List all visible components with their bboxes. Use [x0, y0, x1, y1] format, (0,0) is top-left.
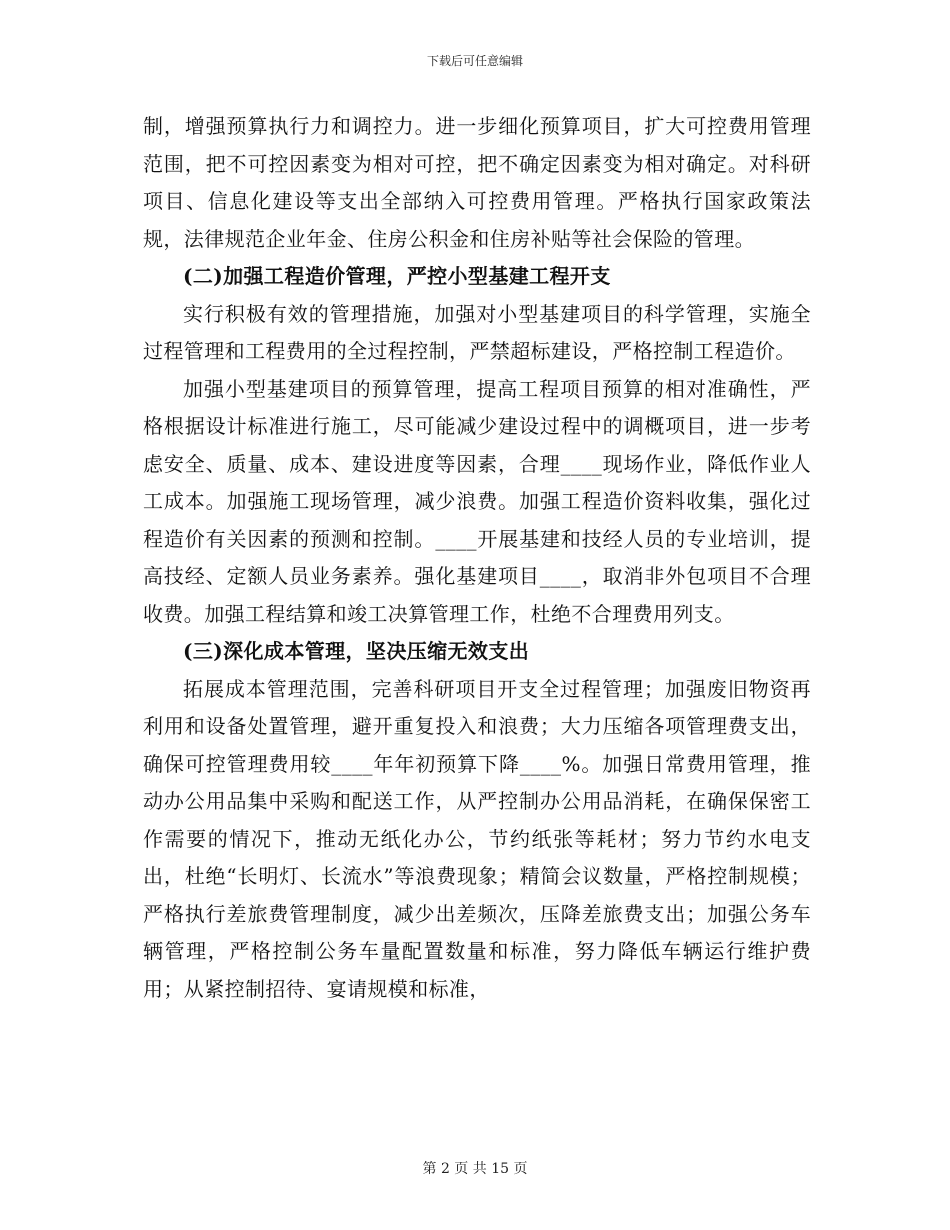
- paragraph-budget-management: 加强小型基建项目的预算管理，提高工程项目预算的相对准确性，严格根据设计标准进行施工，尽可能减少建设过程中的调概项目，进一步考虑安全、质量、成本、建设进度等因素，合理____现场作业，降低作业人工成本。加强施工现场管理，减少浪费。加强工程造价资料收集，强化过程造价有关因素的预测和控制。____开展基建和技经人员的专业培训，提高技经、定额人员业务素养。强化基建项目____，取消非外包项目不合理收费。加强工程结算和竣工决算管理工作，杜绝不合理费用列支。: [143, 376, 811, 626]
- page-footer: 第 2 页 共 15 页: [422, 1161, 528, 1177]
- document-body: [143, 108, 811, 1008]
- header-note: 下载后可任意编辑: [426, 54, 523, 68]
- paragraph-cost-management: 拓展成本管理范围，完善科研项目开支全过程管理；加强废旧物资再利用和设备处置管理，避开重复投入和浪费；大力压缩各项管理费支出，确保可控管理费用较____年年初预算下降____%。加强日常费用管理，推动办公用品集中采购和配送工作，从严控制办公用品消耗，在确保保密工作需要的情况下，推动无纸化办公，节约纸张等耗材；努力节约水电支出，杜绝“长明灯、长流水”等浪费现象；精简会议数量，严格控制规模；严格执行差旅费管理制度，减少出差频次，压降差旅费支出；加强公务车辆管理，严格控制公务车量配置数量和标准，努力降低车辆运行维护费用；从紧控制招待、宴请规模和标准，: [143, 676, 811, 1001]
- section-heading-3: (三)深化成本管理，坚决压缩无效支出: [183, 639, 530, 663]
- section-heading-2: (二)加强工程造价管理，严控小型基建工程开支: [183, 264, 611, 288]
- paragraph-continuation: 制，增强预算执行力和调控力。进一步细化预算项目，扩大可控费用管理范围，把不可控因素变为相对可控，把不确定因素变为相对确定。对科研项目、信息化建设等支出全部纳入可控费用管理。严格执行国家政策法规，法律规范企业年金、住房公积金和住房补贴等社会保险的管理。: [143, 114, 811, 251]
- paragraph-measures: 实行积极有效的管理措施，加强对小型基建项目的科学管理，实施全过程管理和工程费用的全过程控制，严禁超标建设，严格控制工程造价。: [143, 301, 811, 363]
